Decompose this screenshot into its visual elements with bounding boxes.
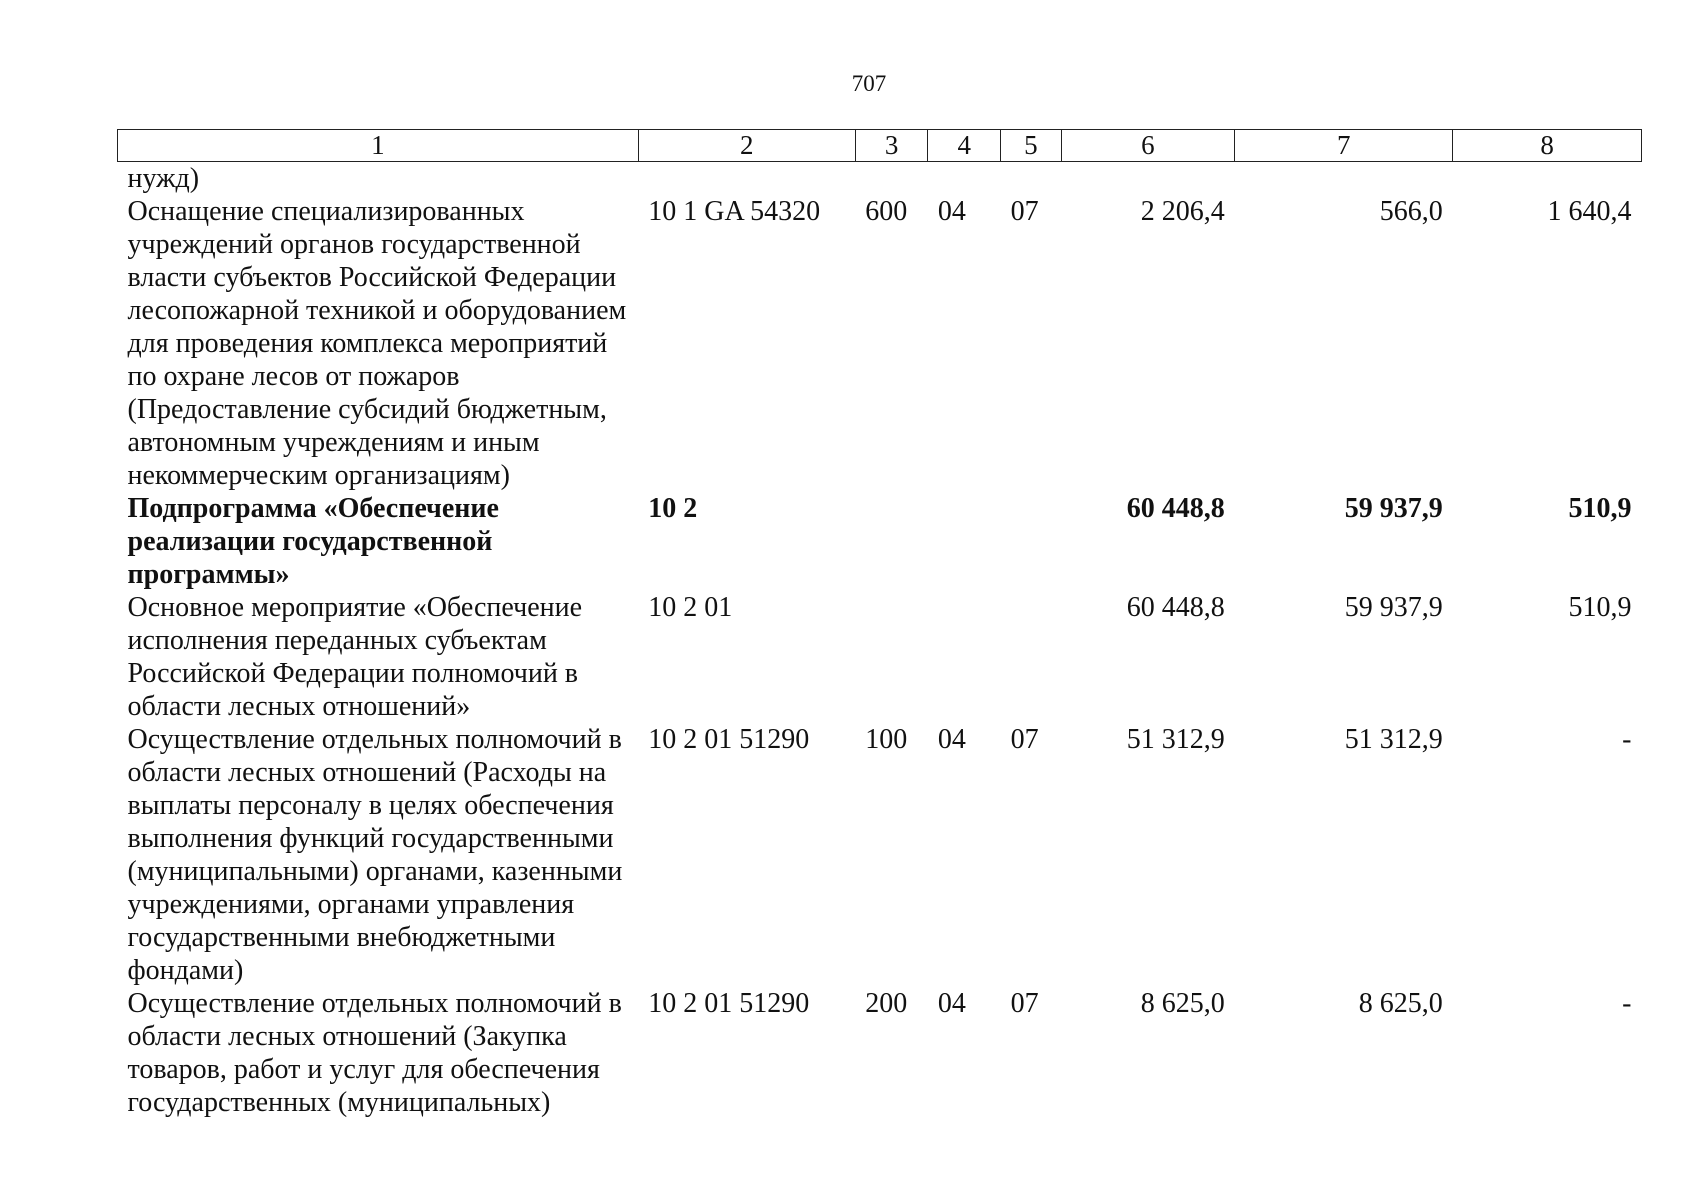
table-row bbox=[118, 162, 1642, 196]
column-header: 3 bbox=[855, 130, 928, 162]
row-col3 bbox=[855, 591, 928, 723]
row-col3 bbox=[855, 492, 928, 591]
row-code: 10 1 GA 54320 bbox=[648, 196, 821, 227]
column-header: 2 bbox=[638, 130, 855, 162]
row-col8: 510,9 bbox=[1568, 493, 1632, 524]
row-col8 bbox=[1453, 162, 1642, 196]
row-col5 bbox=[1001, 162, 1062, 196]
table-header-row bbox=[118, 130, 1642, 162]
budget-table bbox=[117, 129, 1642, 1119]
row-col7: 59 937,9 bbox=[1344, 592, 1443, 623]
row-col4: 04 bbox=[937, 724, 966, 755]
table-row bbox=[118, 591, 1642, 723]
row-col7 bbox=[1235, 162, 1453, 196]
row-col4: 04 bbox=[937, 988, 966, 1019]
row-col8: - bbox=[1622, 724, 1632, 755]
row-col7: 51 312,9 bbox=[1344, 724, 1443, 755]
row-col6: 8 625,0 bbox=[1140, 988, 1225, 1019]
row-col5: 07 bbox=[1010, 196, 1039, 227]
row-name: Основное мероприятие «Обеспечение исполнения переданных субъектам Российской Федерации полномочий в области лесных отношений» bbox=[127, 592, 583, 722]
column-header: 6 bbox=[1061, 130, 1235, 162]
table-row bbox=[118, 987, 1642, 1119]
row-col3: 100 bbox=[865, 724, 908, 755]
table-row bbox=[118, 492, 1642, 591]
column-header: 1 bbox=[118, 130, 639, 162]
row-code: 10 2 01 51290 bbox=[648, 724, 810, 755]
row-code bbox=[638, 162, 855, 196]
row-col4: 04 bbox=[937, 196, 966, 227]
row-col3 bbox=[855, 162, 928, 196]
row-col7: 566,0 bbox=[1379, 196, 1443, 227]
row-col5 bbox=[1001, 591, 1062, 723]
row-code: 10 2 01 51290 bbox=[648, 988, 810, 1019]
row-col8: - bbox=[1622, 988, 1632, 1019]
row-name: Оснащение специализированных учреждений органов государственной власти субъектов Российской Федерации лесопожарной техникой и оборудованием для проведения комплекса мероприятий по охране лесов от пожаров (Предоставление субсидий бюджетным, автономным учреждениям и иным некоммерческим организациям) bbox=[127, 196, 627, 491]
row-code: 10 2 bbox=[648, 493, 698, 524]
column-header: 5 bbox=[1001, 130, 1062, 162]
row-col3: 200 bbox=[865, 988, 908, 1019]
row-code: 10 2 01 bbox=[648, 592, 733, 623]
row-col7: 8 625,0 bbox=[1358, 988, 1443, 1019]
row-name: Осуществление отдельных полномочий в области лесных отношений (Расходы на выплаты персоналу в целях обеспечения выполнения функций государственными (муниципальными) органами, казенными учреждениями, органами управления государственными внебюджетными фондами) bbox=[127, 724, 623, 986]
row-col5: 07 bbox=[1010, 724, 1039, 755]
row-col5 bbox=[1001, 492, 1062, 591]
row-col6: 2 206,4 bbox=[1140, 196, 1225, 227]
row-name: нужд) bbox=[127, 163, 200, 194]
row-col6: 60 448,8 bbox=[1126, 592, 1225, 623]
row-name: Подпрограмма «Обеспечение реализации государственной программы» bbox=[127, 493, 499, 590]
table-row bbox=[118, 195, 1642, 492]
page-number: 707 bbox=[851, 71, 887, 96]
table-row bbox=[118, 723, 1642, 987]
column-header: 4 bbox=[928, 130, 1001, 162]
row-col6 bbox=[1061, 162, 1235, 196]
column-header: 8 bbox=[1453, 130, 1642, 162]
row-col6: 51 312,9 bbox=[1126, 724, 1225, 755]
row-col8: 510,9 bbox=[1568, 592, 1632, 623]
row-col3: 600 bbox=[865, 196, 908, 227]
row-col8: 1 640,4 bbox=[1547, 196, 1632, 227]
row-name: Осуществление отдельных полномочий в области лесных отношений (Закупка товаров, работ и услуг для обеспечения государственных (муниципальных) bbox=[127, 988, 622, 1118]
row-col7: 59 937,9 bbox=[1344, 493, 1443, 524]
row-col6: 60 448,8 bbox=[1126, 493, 1225, 524]
row-col5: 07 bbox=[1010, 988, 1039, 1019]
row-col4 bbox=[928, 492, 1001, 591]
row-col4 bbox=[928, 162, 1001, 196]
row-col4 bbox=[928, 591, 1001, 723]
column-header: 7 bbox=[1235, 130, 1453, 162]
